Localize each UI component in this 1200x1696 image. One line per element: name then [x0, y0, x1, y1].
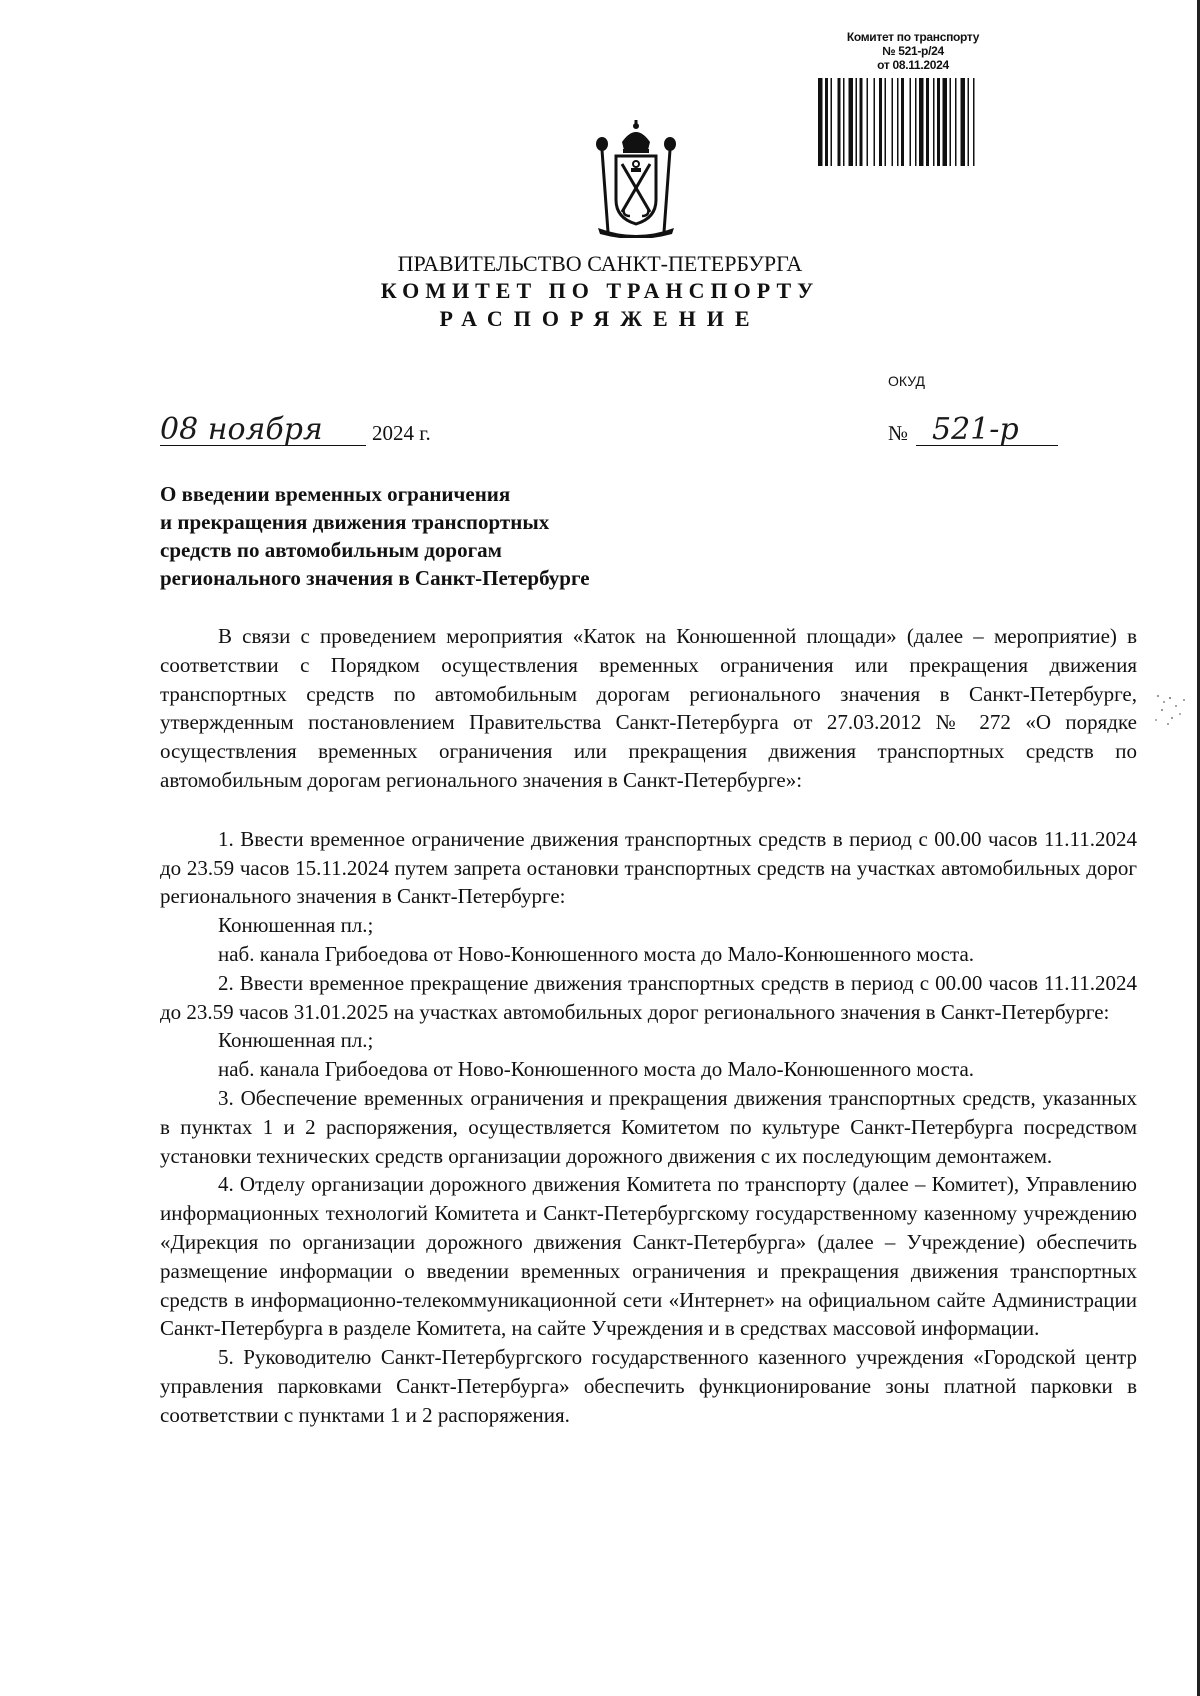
barcode: [818, 78, 1008, 166]
item-3-paragraph: 3. Обеспечение временных ограничения и прекращения движения транспортных средств, указанных в пунктах 1 и 2 распоряжения, осуществляется Комитетом по культуре Санкт-Петербурга посредством установки технических средств организации дорожного движения с их последующим демонтажем.: [160, 1085, 1137, 1168]
title-line: О введении временных ограничения: [160, 482, 511, 506]
item-2-street-b: наб. канала Грибоедова от Ново-Конюшенного моста до Мало-Конюшенного моста.: [218, 1057, 975, 1082]
title-line: средств по автомобильным дорогам: [160, 538, 502, 562]
item-1-paragraph: 1. Ввести временное ограничение движения транспортных средств в период с 00.00 часов 11.11.2024 до 23.59 часов 15.11.2024 путем запрета остановки транспортных средств на участках автомобильных дорог регионального значения в Санкт-Петербурге:: [160, 826, 1137, 909]
item-1-street-a: Конюшенная пл.;: [218, 913, 374, 938]
stamp-line-committee: Комитет по транспорту: [846, 30, 980, 44]
scan-speckle: [1150, 690, 1190, 730]
document-date: [160, 412, 431, 447]
document-header: [0, 250, 1200, 333]
government-name: ПРАВИТЕЛЬСТВО САНКТ-ПЕТЕРБУРГА: [397, 251, 803, 276]
item-5-paragraph: 5. Руководителю Санкт-Петербургского государственного казенного учреждения «Городской центр управления парковками Санкт-Петербурга» обеспечить функционирование зоны платной парковки в соответствии с пунктами 1 и 2 распоряжения.: [160, 1345, 1137, 1427]
document-number: [888, 412, 1058, 447]
number-prefix: №: [888, 421, 909, 445]
intro-paragraph: В связи с проведением мероприятия «Каток на Конюшенной площади» (далее – мероприятие) в соответствии с Порядком осуществления временных ограничения или прекращения движения транспортных средств по автомобильным дорогам регионального значения в Санкт-Петербурге, утвержденным постановлением Правительства Санкт-Петербурга от 27.03.2012 № 272 «О порядке осуществления временных ограничения или прекращения движения транспортных средств по автомобильным дорогам регионального значения в Санкт-Петербурге»:: [160, 624, 1137, 792]
document-body: [160, 622, 1137, 1430]
stamp-line-number: № 521-р/24: [882, 44, 944, 58]
date-year: 2024 г.: [372, 421, 431, 445]
stamp-line-date: от 08.11.2024: [877, 58, 949, 72]
document-type: РАСПОРЯЖЕНИЕ: [439, 306, 761, 331]
title-line: регионального значения в Санкт-Петербурге: [160, 566, 590, 590]
handwritten-number: 521-р: [916, 415, 1058, 446]
okud-label: ОКУД: [888, 373, 925, 389]
item-2-street-a: Конюшенная пл.;: [218, 1028, 374, 1053]
title-line: и прекращения движения транспортных: [160, 510, 550, 534]
item-4-paragraph: 4. Отделу организации дорожного движения Комитета по транспорту (далее – Комитет), Управлению информационных технологий Комитета и Санкт-Петербургскому государственному казенному учреждению «Дирекция по организации дорожного движения Санкт-Петербурга» (далее – Учреждение) обеспечить размещение информации о введении временных ограничения и прекращения движения транспортных средств в информационно-телекоммуникационной сети «Интернет» на официальном сайте Администрации Санкт-Петербурга в разделе Комитета, на сайте Учреждения и в средствах массовой информации.: [160, 1172, 1137, 1341]
handwritten-date: 08 ноября: [160, 415, 366, 446]
committee-name: КОМИТЕТ ПО ТРАНСПОРТУ: [380, 278, 820, 303]
item-1-street-b: наб. канала Грибоедова от Ново-Конюшенного моста до Мало-Конюшенного моста.: [218, 941, 975, 966]
registration-stamp: [818, 30, 1008, 166]
item-2-paragraph: 2. Ввести временное прекращение движения транспортных средств в период с 00.00 часов 11.11.2024 до 23.59 часов 31.01.2025 на участках автомобильных дорог регионального значения в Санкт-Петербурге:: [160, 970, 1137, 1024]
document-title: [160, 480, 720, 592]
coat-of-arms-emblem: [588, 120, 684, 238]
